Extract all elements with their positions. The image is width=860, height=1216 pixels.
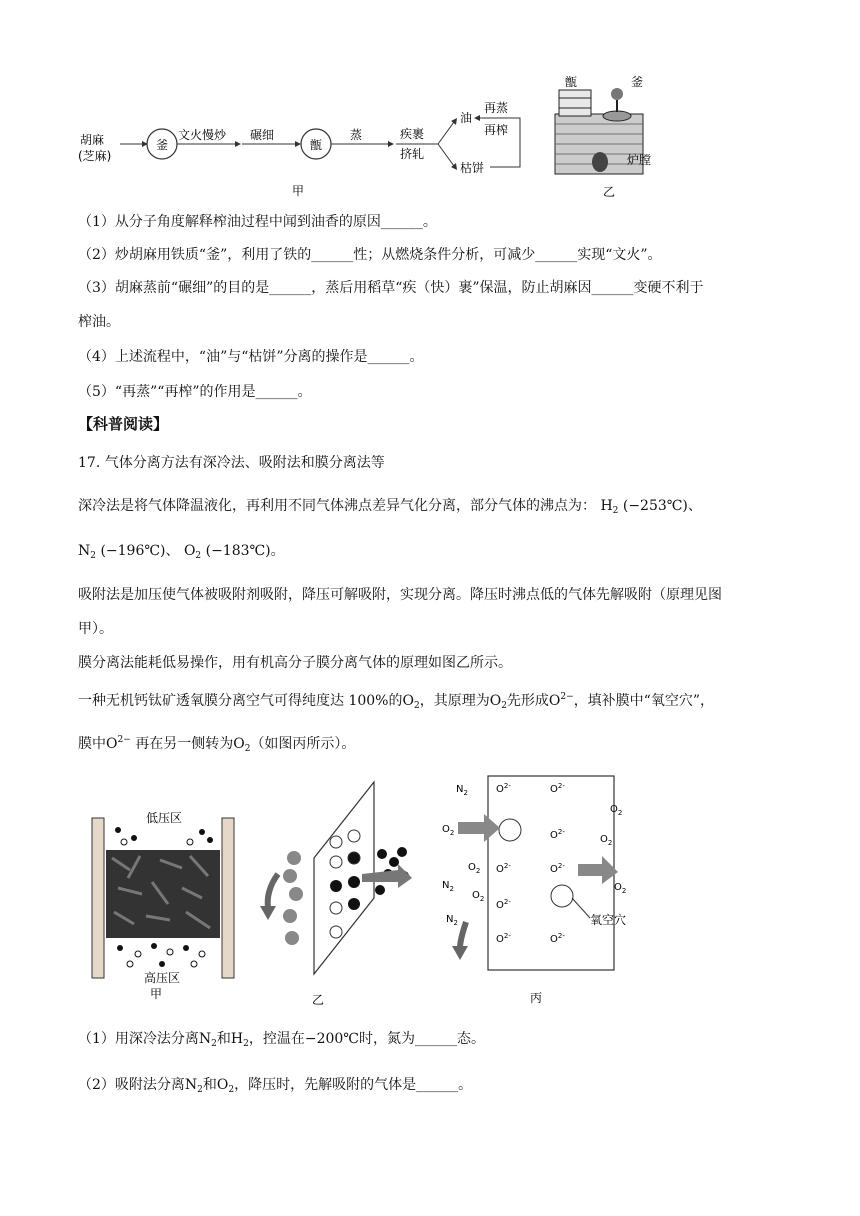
wok-pan xyxy=(603,111,631,121)
column-wall-right xyxy=(222,818,234,978)
gas-molecules-left xyxy=(283,851,303,945)
flow-box1: 釜 xyxy=(156,138,169,152)
bing-caption: 丙 xyxy=(530,991,543,1005)
formula-n2: $N_2$ xyxy=(78,543,96,561)
low-pressure-molecules xyxy=(115,827,213,845)
q17-question-1: （1）用深冷法分离$N_2$和$H_2$，控温在−200℃时，氮为______态。 xyxy=(78,1031,485,1049)
q16-question-2: （2）炒胡麻用铁质“釜”，利用了铁的______性；从燃烧条件分析，可减少______实现“文火”。 xyxy=(78,247,662,263)
flow-branch-top: 油 xyxy=(460,111,473,125)
q17-q1-temperature: −200℃ xyxy=(304,1031,359,1047)
sesame-process-flow-diagram xyxy=(70,92,540,204)
q16-question-3a: （3）胡麻蒸前“碾细”的目的是______，蒸后用稻草“疾（快）裹”保温，防止胡麻因______变硬不利于 xyxy=(78,280,704,296)
left-gas-labels xyxy=(442,784,468,927)
svg-text:N2: $N_2$ xyxy=(442,880,454,893)
high-pressure-molecules xyxy=(117,943,205,967)
jia-caption: 甲 xyxy=(150,987,163,1001)
flow-arrow4-bottom: 挤轧 xyxy=(400,147,425,161)
svg-text:O2: $O_2$ xyxy=(442,824,455,837)
stove-label-fu: 釜 xyxy=(631,75,644,89)
q16-question-1: （1）从分子角度解释榨油过程中闻到油香的原因______。 xyxy=(78,214,437,230)
q17-deep-cold-line: 深冷法是将气体降温液化，再利用不同气体沸点差异气化分离，部分气体的沸点为： $H_2$ (−253℃)、 xyxy=(78,498,702,516)
svg-text:O2-: $O^{2-}$ xyxy=(550,862,565,875)
column-wall-left xyxy=(92,818,104,978)
stove-label-luqiang: 炉膛 xyxy=(627,153,652,167)
h2-boiling-point: (−253℃) xyxy=(622,498,688,514)
retentate-arrow xyxy=(268,874,278,908)
svg-text:O2-: $O^{2-}$ xyxy=(496,782,511,795)
q16-question-3b: 榨油。 xyxy=(78,314,120,330)
q17-adsorb-line-a: 吸附法是加压使气体被吸附剂吸附，降压可解吸附，实现分离。降压时沸点低的气体先解吸附（原理见图 xyxy=(78,587,722,603)
svg-text:O2-: $O^{2-}$ xyxy=(496,932,511,945)
q17-intro: 17. 气体分离方法有深冷法、吸附法和膜分离法等 xyxy=(78,455,385,471)
svg-text:O2-: $O^{2-}$ xyxy=(550,828,565,841)
o2-molecules-inside xyxy=(468,862,484,903)
flow-loop-top: 再蒸 xyxy=(484,101,509,115)
jia-bottom-label: 高压区 xyxy=(144,971,181,985)
oxygen-vacancy-label: 氧空穴 xyxy=(590,913,627,927)
oxygen-vacancy-2 xyxy=(551,885,573,907)
svg-text:O2-: $O^{2-}$ xyxy=(496,862,511,875)
jia-top-label: 低压区 xyxy=(146,811,183,825)
svg-text:O2-: $O^{2-}$ xyxy=(550,932,565,945)
flow-start-line1: 胡麻 xyxy=(80,133,105,147)
svg-text:O2: $O_2$ xyxy=(610,804,623,817)
n2-boiling-point: (−196℃) xyxy=(100,543,166,559)
q17-question-2: （2）吸附法分离$N_2$和$O_2$，降压时，先解吸附的气体是______。 xyxy=(78,1077,473,1095)
svg-text:O2-: $O^{2-}$ xyxy=(496,898,511,911)
svg-text:O2: $O_2$ xyxy=(468,862,481,875)
q17-adsorb-line-b: 甲）。 xyxy=(78,621,113,637)
svg-text:O2: $O_2$ xyxy=(600,834,613,847)
stove-caption: 乙 xyxy=(603,185,616,199)
flow-loop-bottom: 再榨 xyxy=(484,123,509,137)
flow-start-line2: (芝麻) xyxy=(78,149,112,163)
formula-h2: $H_2$ xyxy=(600,498,619,516)
adsorption-column-figure xyxy=(90,808,240,1008)
svg-text:O2: $O_2$ xyxy=(614,882,627,895)
q17-ceramic-line-a: 一种无机钙钛矿透氧膜分离空气可得纯度达 100%的$O_2$，其原理为$O_2$先形成$O^{2-}$，填补膜中“氧空穴”， xyxy=(78,692,715,711)
svg-text:O2-: $O^{2-}$ xyxy=(550,782,565,795)
q17-membrane-line: 膜分离法能耗低易操作，用有机高分子膜分离气体的原理如图乙所示。 xyxy=(78,655,512,671)
flow-arrow4-top: 疾裹 xyxy=(400,127,425,141)
svg-text:O2: $O_2$ xyxy=(472,890,485,903)
perovskite-membrane-figure xyxy=(438,772,668,1008)
worker-figure xyxy=(611,88,623,100)
q17-deep-cold-text: 深冷法是将气体降温液化，再利用不同气体沸点差异气化分离，部分气体的沸点为： xyxy=(78,498,596,514)
n2-exit-arrow xyxy=(460,922,466,948)
q17-boiling-points-line: $N_2$ (−196℃)、 $O_2$ (−183℃)。 xyxy=(78,543,285,561)
steamer-barrel xyxy=(559,90,591,116)
svg-text:N2: $N_2$ xyxy=(446,914,458,927)
stove-illustration xyxy=(545,72,665,200)
oxygen-vacancy-1 xyxy=(499,819,521,841)
membrane-separation-figure xyxy=(250,778,420,1008)
section-title: 【科普阅读】 xyxy=(78,415,169,433)
flow-branch-bottom: 枯饼 xyxy=(460,161,485,175)
flow-arrow1: 文火慢炒 xyxy=(178,128,227,142)
yi-caption: 乙 xyxy=(312,993,325,1007)
svg-text:N2: $N_2$ xyxy=(456,784,468,797)
flow-caption: 甲 xyxy=(292,184,305,198)
flow-arrow2: 碾细 xyxy=(250,128,275,142)
firebox-opening xyxy=(592,152,608,172)
o2-boiling-point: (−183℃) xyxy=(205,543,271,559)
q16-question-5: （5）“再蒸”“再榨”的作用是______。 xyxy=(78,384,312,400)
q16-question-4: （4）上述流程中，“油”与“枯饼”分离的操作是______。 xyxy=(78,349,424,365)
flow-arrow3: 蒸 xyxy=(350,128,363,142)
stove-label-zeng: 甑 xyxy=(565,75,578,89)
formula-o2: $O_2$ xyxy=(183,543,202,561)
q17-ceramic-line-b: 膜中$O^{2-}$ 再在另一侧转为$O_2$（如图丙所示）。 xyxy=(78,735,356,754)
flow-box2: 甑 xyxy=(310,138,323,152)
